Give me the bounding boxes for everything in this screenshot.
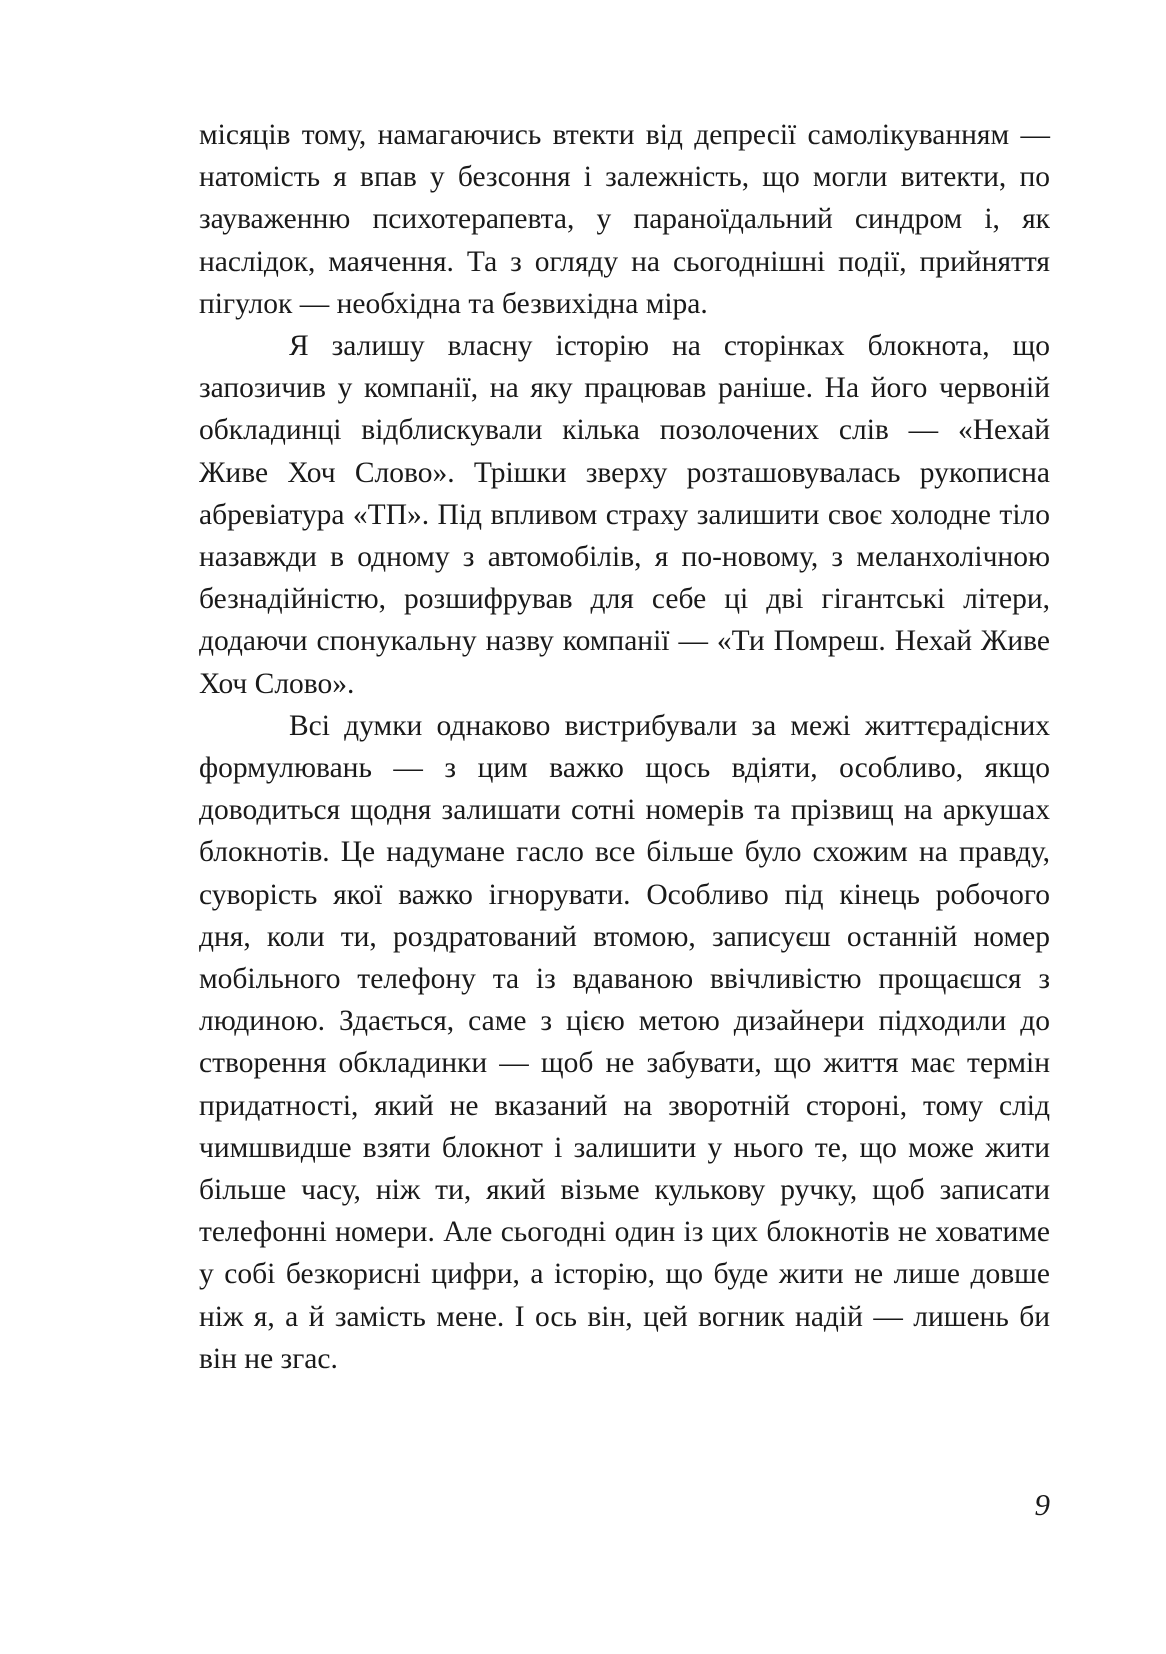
paragraph-1: місяців тому, намагаючись втекти від депресії самолікуванням — натомість я впав у безсоння і залежність, що могли витекти, по зауваженню психотерапевта, у параноїдальний синдром і, як наслідок, маячення. Та з огляду на сьогоднішні події, прийняття пігулок — необхідна та безвихідна міра. (199, 119, 1050, 320)
paragraph-3: Всі думки однаково вистрибували за межі життєрадісних формулювань — з цим важко щось вдіяти, особливо, якщо доводиться щодня залишати сотні номерів та прізвищ на аркушах блокнотів. Це надумане гасло все більше було схожим на правду, суворість якої важко ігнорувати. Особливо під кінець робочого дня, коли ти, роздратований втомою, записуєш останній номер мобільного телефону та із вдаваною ввічливістю прощаєшся з людиною. Здається, саме з цією метою дизайнери підходили до створення обкладинки — щоб не забувати, що життя має термін придатності, який не вказаний на зворотній стороні, тому слід чимшвидше взяти блокнот і залишити у нього те, що може жити більше часу, ніж ти, який візьме кулькову ручку, щоб записати телефонні номери. Але сьогодні один із цих блокнотів не ховатиме у собі безкорисні цифри, а історію, що буде жити не лише довше ніж я, а й замість мене. І ось він, цей вогник надій — лишень би він не згас. (199, 709, 1050, 1375)
paragraph-2: Я залишу власну історію на сторінках блокнота, що запозичив у компанії, на яку працював раніше. На його червоній обкладинці відблискували кілька позолочених слів — «Нехай Живе Хоч Слово». Трішки зверху розташовувалась рукописна абревіатура «ТП». Під впливом страху залишити своє холодне тіло назавжди в одному з автомобілів, я по-новому, з меланхолічною безнадійністю, розшифрував для себе ці дві гігантські літери, додаючи спонукальну назву компанії — «Ти Помреш. Нехай Живе Хоч Слово». (199, 330, 1050, 700)
body-text (199, 114, 1050, 1380)
page-number: 9 (1034, 1487, 1050, 1522)
